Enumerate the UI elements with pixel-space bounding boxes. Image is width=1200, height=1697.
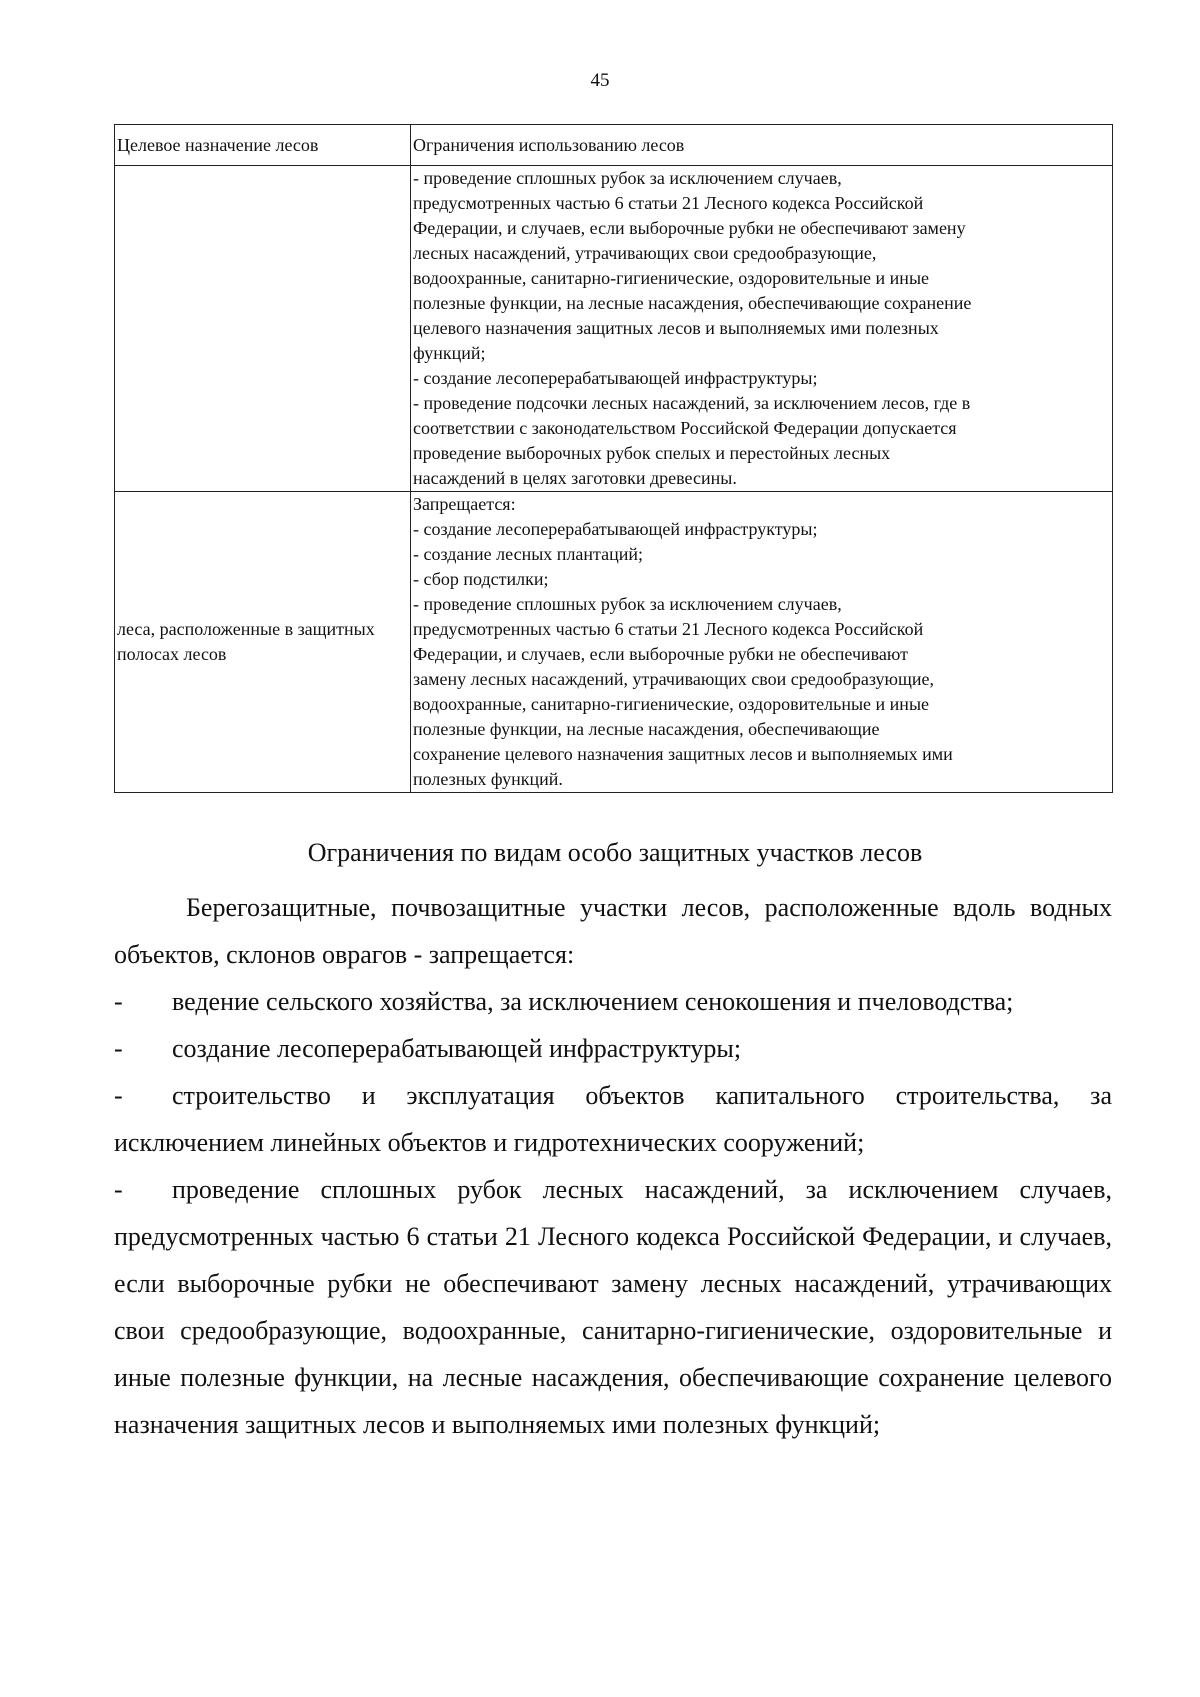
- restriction-line: - проведение подсочки лесных насаждений, за исключением лесов, где в: [413, 393, 971, 413]
- restriction-line: - создание лесных плантаций;: [413, 544, 644, 564]
- restriction-line: - проведение сплошных рубок за исключением случаев,: [413, 168, 842, 188]
- restriction-line: Федерации, и случаев, если выборочные рубки не обеспечивают: [413, 644, 908, 664]
- restriction-line: водоохранные, санитарно-гигиенические, оздоровительные и иные: [413, 694, 930, 714]
- restriction-line: функций;: [413, 343, 486, 363]
- restriction-line: Федерации, и случаев, если выборочные рубки не обеспечивают замену: [413, 218, 966, 238]
- list-item: [114, 1025, 1112, 1072]
- intro-paragraph: Берегозащитные, почвозащитные участки лесов, расположенные вдоль водных объектов, склонов оврагов - запрещается:: [114, 893, 1112, 969]
- purpose-cell: леса, расположенные в защитных полосах лесов: [115, 492, 411, 793]
- restriction-line: насаждений в целях заготовки древесины.: [413, 468, 737, 488]
- list-item-text: проведение сплошных рубок лесных насаждений, за исключением случаев, предусмотренных частью 6 статьи 21 Лесного кодекса Российской Федерации, и случаев, если выборочные рубки не обеспечивают замену лесных насаждений, утрачивающих свои средообразующие, водоохранные, санитарно-гигиенические, оздоровительные и иные полезные функции, на лесные насаждения, обеспечивающие сохранение целевого назначения защитных лесов и выполняемых ими полезных функций;: [114, 1175, 1112, 1439]
- bullet-marker: -: [114, 1081, 123, 1110]
- restriction-line: - создание лесоперерабатывающей инфраструктуры;: [413, 519, 818, 539]
- restrictions-cell: [411, 492, 1113, 793]
- list-item: [114, 1166, 1112, 1448]
- restriction-line: замену лесных насаждений, утрачивающих свои средообразующие,: [413, 669, 934, 689]
- restriction-bullet-list: [114, 978, 1112, 1448]
- page-number: 45: [590, 70, 610, 91]
- restriction-line: полезных функций.: [413, 769, 563, 789]
- forest-restrictions-table: [114, 124, 1113, 793]
- column-header-restrictions: Ограничения использованию лесов: [411, 125, 1113, 166]
- table-row: [115, 166, 1113, 492]
- bullet-marker: -: [114, 987, 123, 1016]
- restriction-line: предусмотренных частью 6 статьи 21 Лесного кодекса Российской: [413, 193, 924, 213]
- restriction-line: лесных насаждений, утрачивающих свои средообразующие,: [413, 243, 877, 263]
- bullet-marker: -: [114, 1175, 123, 1204]
- list-item: [114, 1072, 1112, 1166]
- section-heading: Ограничения по видам особо защитных участков лесов: [307, 838, 923, 867]
- restrictions-cell: [411, 166, 1113, 492]
- list-item-text: строительство и эксплуатация объектов капитального строительства, за исключением линейных объектов и гидротехнических сооружений;: [114, 1081, 1112, 1157]
- restriction-line: предусмотренных частью 6 статьи 21 Лесного кодекса Российской: [413, 619, 924, 639]
- list-item: [114, 978, 1112, 1025]
- table-row: [115, 492, 1113, 793]
- bullet-marker: -: [114, 1034, 123, 1063]
- restriction-line: - сбор подстилки;: [413, 569, 549, 589]
- column-header-purpose: Целевое назначение лесов: [115, 125, 411, 166]
- list-item-text: ведение сельского хозяйства, за исключением сенокошения и пчеловодства;: [172, 987, 1014, 1016]
- restriction-line: целевого назначения защитных лесов и выполняемых ими полезных: [413, 318, 939, 338]
- table-header-row: [115, 125, 1113, 166]
- list-item-text: создание лесоперерабатывающей инфраструктуры;: [172, 1034, 742, 1063]
- restriction-line: сохранение целевого назначения защитных лесов и выполняемых ими: [413, 744, 953, 764]
- restriction-line: Запрещается:: [413, 494, 516, 514]
- purpose-cell: [115, 166, 411, 492]
- restriction-line: полезные функции, на лесные насаждения, обеспечивающие: [413, 719, 880, 739]
- restriction-line: проведение выборочных рубок спелых и перестойных лесных: [413, 443, 891, 463]
- restriction-line: водоохранные, санитарно-гигиенические, оздоровительные и иные: [413, 268, 930, 288]
- restriction-line: полезные функции, на лесные насаждения, обеспечивающие сохранение: [413, 293, 972, 313]
- restriction-line: - создание лесоперерабатывающей инфраструктуры;: [413, 368, 818, 388]
- restriction-line: соответствии с законодательством Российской Федерации допускается: [413, 418, 957, 438]
- restriction-line: - проведение сплошных рубок за исключением случаев,: [413, 594, 842, 614]
